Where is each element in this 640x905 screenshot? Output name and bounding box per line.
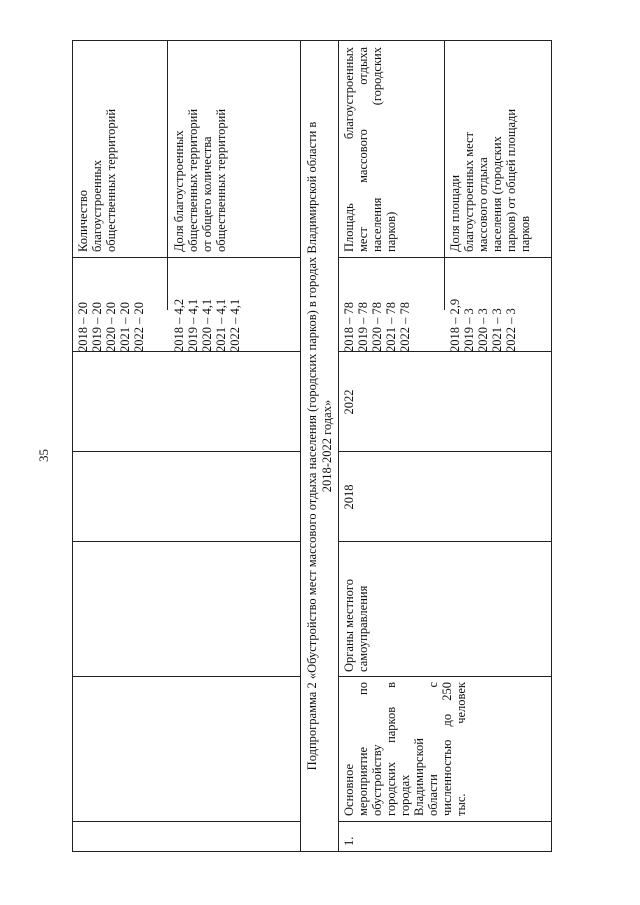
- row1-event: Основное мероприятие по обустройству городских парков в городах Владимирской области с численностью до 250 тыс. человек: [342, 682, 468, 816]
- col-executor-divider-top: [72, 541, 300, 542]
- col-executor-divider-row1: [338, 541, 552, 542]
- page-number: 35: [36, 449, 51, 462]
- top-quantity-values: 2018 – 20 2019 – 20 2020 – 20 2021 – 20 2022 – 20: [76, 302, 146, 352]
- table-top-border: [72, 40, 73, 852]
- row1-end-year: 2022: [342, 389, 356, 415]
- top-share-indicator: Доля благоустроенных общественных территорий от общего количества общественных территорий: [172, 108, 228, 252]
- top-share-values: 2018 – 4,2 2019 – 4,1 2020 – 4,1 2021 – 4,1 2022 – 4,1: [172, 298, 242, 352]
- col-start-divider-row1: [338, 451, 552, 452]
- row1-area-indicator: Площадь благоустроенных мест массового отдыха населения (городских парков): [342, 47, 398, 252]
- col-event-divider-row1: [338, 676, 552, 677]
- row1-share-values: 2018 – 2,9 2019 – 3 2020 – 3 2021 – 3 2022 – 3: [448, 298, 518, 352]
- col-values-divider-row1: [338, 257, 552, 258]
- row1-area-values: 2018 – 78 2019 – 78 2020 – 78 2021 – 78 2022 – 78: [342, 302, 412, 352]
- top-quantity-indicator: Количество благоустроенных общественных территорий: [76, 108, 118, 252]
- col-start-divider-top: [72, 451, 300, 452]
- rule-share-row1: [444, 40, 445, 310]
- row1-start-year: 2018: [342, 484, 356, 510]
- row1-share-indicator: Доля площади благоустроенных мест массового отдыха населения (городских парков) от общей площади парков: [448, 108, 532, 252]
- col-num-divider-row1: [338, 821, 552, 822]
- col-values-divider-top: [72, 257, 300, 258]
- rule-share-top: [167, 40, 168, 310]
- rule-subprogram-top: [300, 40, 301, 852]
- table-bottom-border: [551, 40, 552, 852]
- rule-subprogram-bottom: [338, 40, 339, 852]
- subprogram-title: Подпрограмма 2 «Обустройство мест массового отдыха населения (городских парков) в городах Владимирской области в 2018-2022 годах»: [305, 121, 334, 771]
- program-table: [72, 40, 552, 852]
- row1-number: 1.: [342, 836, 356, 846]
- col-num-divider-top: [72, 821, 300, 822]
- row1-executor: Органы местного самоуправления: [342, 579, 370, 672]
- col-event-divider-top: [72, 676, 300, 677]
